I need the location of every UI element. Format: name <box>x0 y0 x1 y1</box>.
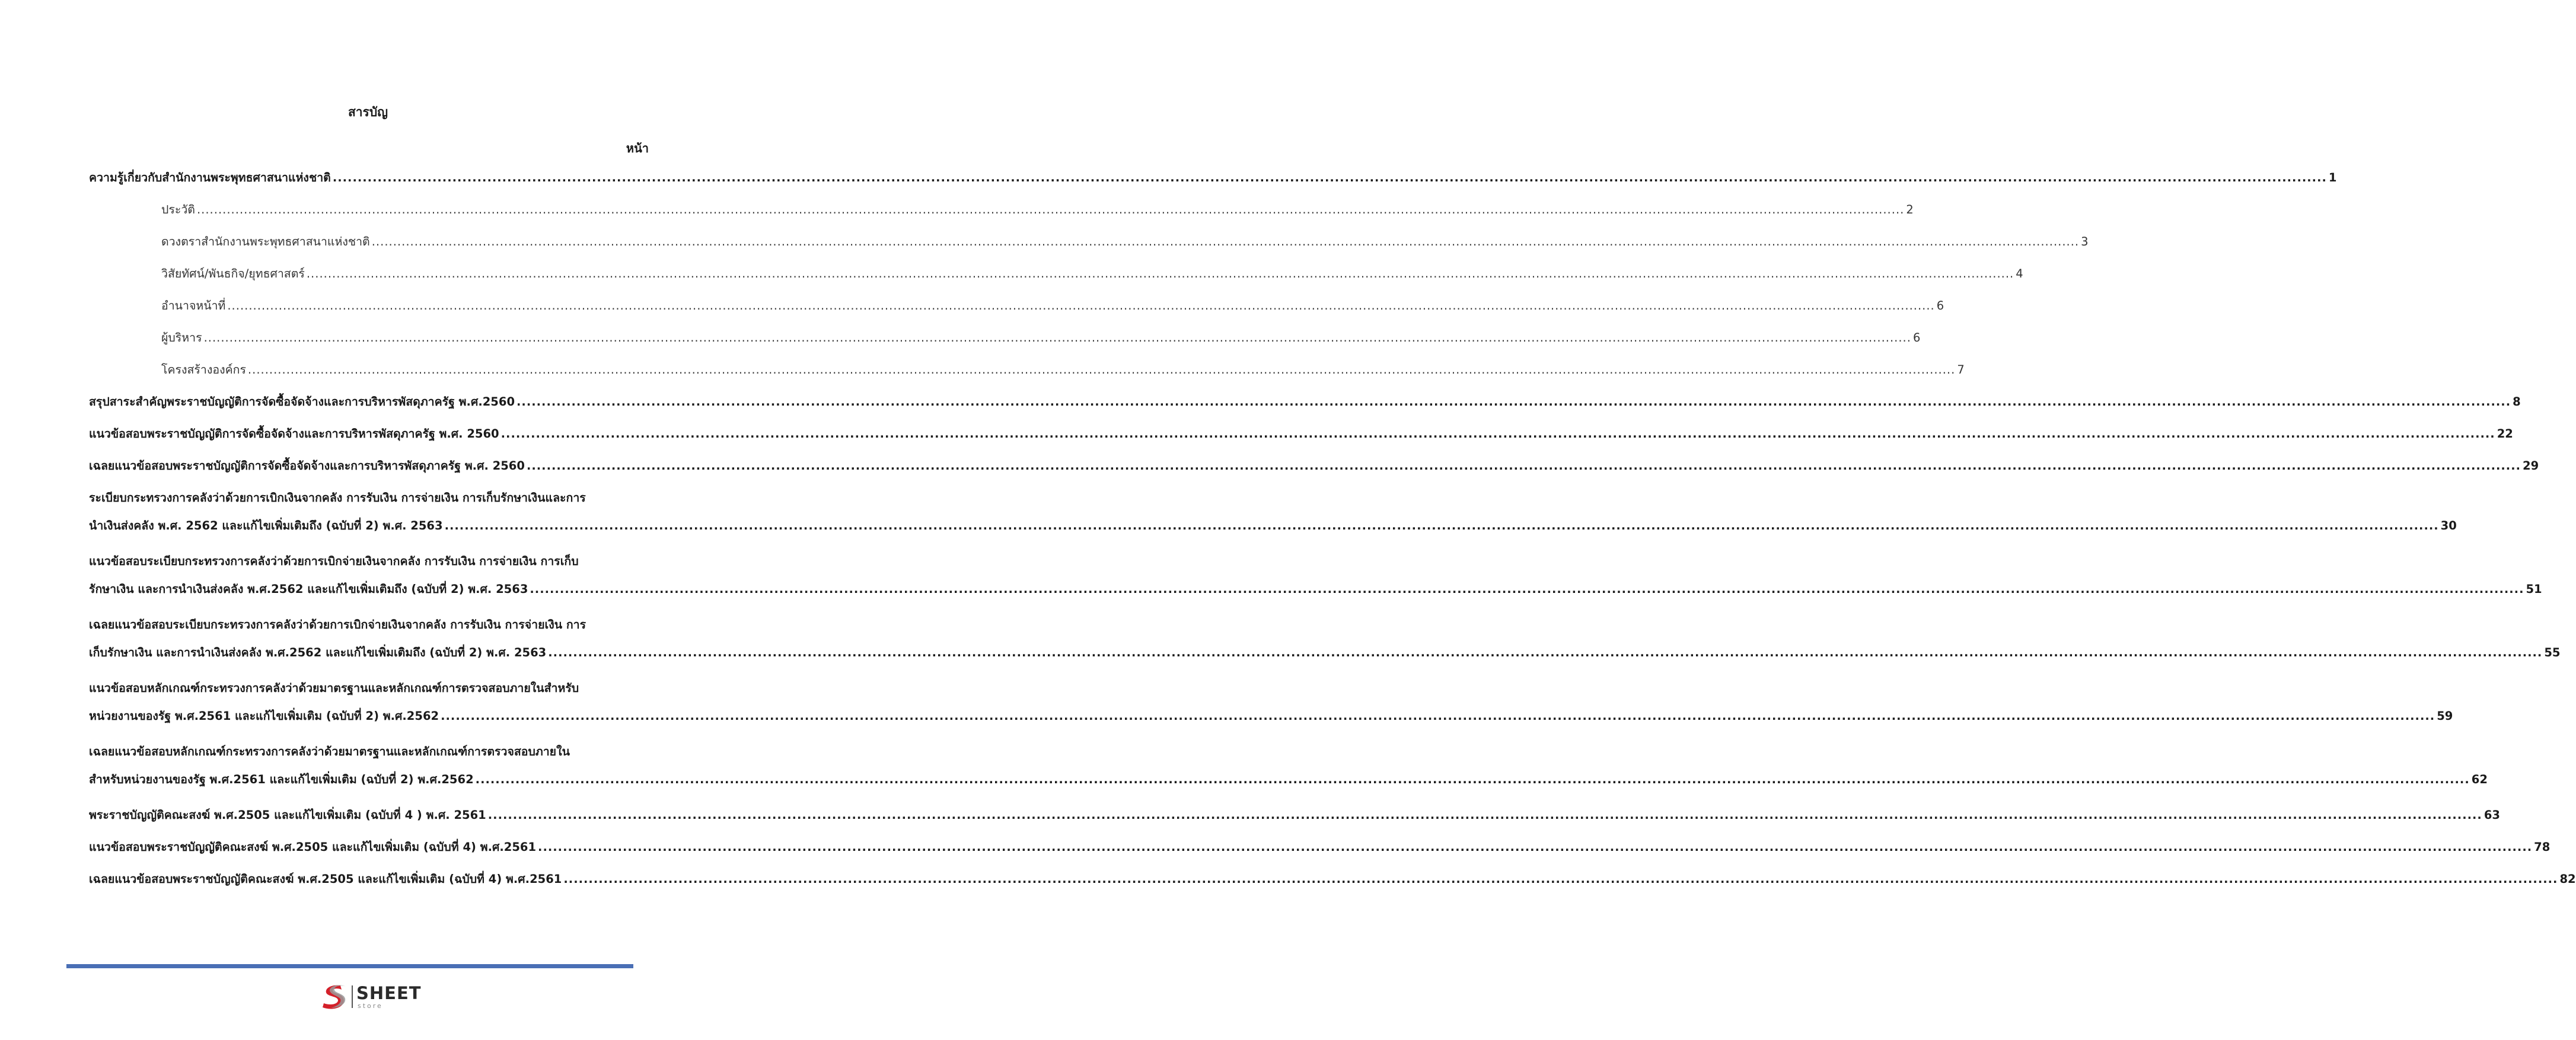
toc-entry <box>89 489 2457 535</box>
toc-page-number: 4 <box>2016 267 2023 280</box>
toc-entry-text: แนวข้อสอบพระราชบัญญัติคณะสงฆ์ พ.ศ.2505 และแก้ไขเพิ่มเติม (ฉบับที่ 4) พ.ศ.2561 <box>89 840 537 854</box>
dot-leader: ................................................................................................................................................................................................................................................................................................................................................................................................................ <box>517 395 2511 409</box>
toc-page-number: 1 <box>2328 171 2337 184</box>
toc-title: สารบัญ <box>347 105 388 119</box>
sheet-store-logo <box>320 982 421 1012</box>
toc-entry-text: โครงสร้างองค์กร <box>161 363 246 377</box>
toc-entry-text: ผู้บริหาร <box>161 331 202 344</box>
dot-leader: ................................................................................................................................................................................................................................................................................................................................................................................................................ <box>475 773 2470 786</box>
toc-page-number: 22 <box>2497 427 2513 441</box>
toc-entry-text-line1: เฉลยแนวข้อสอบหลักเกณฑ์กระทรวงการคลังว่าด้วยมาตรฐานและหลักเกณฑ์การตรวจสอบภายใน <box>89 745 570 758</box>
toc-entry-text: ความรู้เกี่ยวกับสำนักงานพระพุทธศาสนาแห่งชาติ <box>89 171 331 184</box>
toc-entry-text: รักษาเงิน และการนำเงินส่งคลัง พ.ศ.2562 และแก้ไขเพิ่มเติมถึง (ฉบับที่ 2) พ.ศ. 2563 <box>89 582 528 596</box>
dot-leader: ................................................................................................................................................................................................................................................................................................................................................................................................................ <box>227 299 1935 312</box>
dot-leader: ................................................................................................................................................................................................................................................................................................................................................................................................................ <box>538 840 2533 854</box>
toc-page-number: 6 <box>1912 331 1921 344</box>
toc-entry <box>89 616 2561 662</box>
dot-leader: ................................................................................................................................................................................................................................................................................................................................................................................................................ <box>306 267 2014 280</box>
toc-page-number: 59 <box>2437 709 2453 723</box>
toc-entry <box>89 297 1944 315</box>
toc-entry-text-line1: เฉลยแนวข้อสอบระเบียบกระทรวงการคลังว่าด้วยการเบิกจ่ายเงินจากคลัง การรับเงิน การจ่ายเงิน การ <box>89 618 586 631</box>
toc-page-number: 51 <box>2526 582 2542 596</box>
dot-leader: ................................................................................................................................................................................................................................................................................................................................................................................................................ <box>196 203 1905 216</box>
toc-entry <box>89 393 2521 411</box>
toc-page-number: 55 <box>2544 646 2561 659</box>
toc-entry <box>89 201 1914 219</box>
dot-leader: ................................................................................................................................................................................................................................................................................................................................................................................................................ <box>563 872 2558 886</box>
dot-leader: ................................................................................................................................................................................................................................................................................................................................................................................................................ <box>548 646 2543 659</box>
toc-page-number: 8 <box>2513 395 2521 409</box>
toc-page-number: 3 <box>2081 235 2089 248</box>
toc-entry-text-line1: แนวข้อสอบระเบียบกระทรวงการคลังว่าด้วยการเบิกจ่ายเงินจากคลัง การรับเงิน การจ่ายเงิน การเก็บ <box>89 554 579 568</box>
toc-page-number: 6 <box>1936 299 1944 312</box>
toc-entry <box>89 329 1921 347</box>
logo-divider <box>352 985 353 1008</box>
toc-page-number: 2 <box>1906 203 1914 216</box>
dot-leader: ................................................................................................................................................................................................................................................................................................................................................................................................................ <box>500 427 2495 441</box>
toc-page-number: 30 <box>2440 519 2457 532</box>
toc-entry-text: อำนาจหน้าที่ <box>161 299 226 312</box>
dot-leader: ................................................................................................................................................................................................................................................................................................................................................................................................................ <box>247 363 1956 377</box>
dot-leader: ................................................................................................................................................................................................................................................................................................................................................................................................................ <box>444 519 2439 532</box>
toc-entry-text: สำหรับหน่วยงานของรัฐ พ.ศ.2561 และแก้ไขเพิ่มเติม (ฉบับที่ 2) พ.ศ.2562 <box>89 773 474 786</box>
toc-entry <box>89 806 2500 824</box>
dot-leader: ................................................................................................................................................................................................................................................................................................................................................................................................................ <box>332 171 2327 184</box>
dot-leader: ................................................................................................................................................................................................................................................................................................................................................................................................................ <box>487 808 2482 822</box>
toc-entry-text: เฉลยแนวข้อสอบพระราชบัญญัติคณะสงฆ์ พ.ศ.2505 และแก้ไขเพิ่มเติม (ฉบับที่ 4) พ.ศ.2561 <box>89 872 562 886</box>
dot-leader: ................................................................................................................................................................................................................................................................................................................................................................................................................ <box>526 459 2521 473</box>
toc-entry <box>89 838 2551 856</box>
toc-page-number: 82 <box>2559 872 2576 886</box>
toc-entry-text: ประวัติ <box>161 203 195 216</box>
toc-entry-text: วิสัยทัศน์/พันธกิจ/ยุทธศาสตร์ <box>161 267 305 280</box>
toc-entry <box>89 553 2542 598</box>
toc-entry <box>89 457 2539 475</box>
toc-entry-text-line1: ระเบียบกระทรวงการคลังว่าด้วยการเบิกเงินจากคลัง การรับเงิน การจ่ายเงิน การเก็บรักษาเงินและการ <box>89 491 586 505</box>
logo-subtext: store <box>358 1002 383 1010</box>
toc-entry <box>89 425 2513 443</box>
toc-entry-text: พระราชบัญญัติคณะสงฆ์ พ.ศ.2505 และแก้ไขเพิ่มเติม (ฉบับที่ 4 ) พ.ศ. 2561 <box>89 808 486 822</box>
toc-entry <box>89 233 2089 251</box>
dot-leader: ................................................................................................................................................................................................................................................................................................................................................................................................................ <box>530 582 2524 596</box>
toc-entry-text: เฉลยแนวข้อสอบพระราชบัญญัติการจัดซื้อจัดจ้างและการบริหารพัสดุภาครัฐ พ.ศ. 2560 <box>89 459 525 473</box>
dot-leader: ................................................................................................................................................................................................................................................................................................................................................................................................................ <box>203 331 1911 344</box>
toc-entry <box>89 361 1965 379</box>
toc-page-number: 62 <box>2471 773 2488 786</box>
toc-entry-text: แนวข้อสอบพระราชบัญญัติการจัดซื้อจัดจ้างและการบริหารพัสดุภาครัฐ พ.ศ. 2560 <box>89 427 499 441</box>
page-column-header: หน้า <box>626 141 649 155</box>
dot-leader: ................................................................................................................................................................................................................................................................................................................................................................................................................ <box>371 235 2080 248</box>
toc-entry <box>89 743 2488 789</box>
toc-entry <box>89 679 2453 725</box>
toc-entry-text: ดวงตราสำนักงานพระพุทธศาสนาแห่งชาติ <box>161 235 370 248</box>
toc-entry <box>89 265 2023 283</box>
toc-page-number: 63 <box>2483 808 2500 822</box>
toc-entry <box>89 870 2576 888</box>
toc-page-number: 78 <box>2534 840 2551 854</box>
dot-leader: ................................................................................................................................................................................................................................................................................................................................................................................................................ <box>441 709 2435 723</box>
toc-page-number: 7 <box>1957 363 1965 377</box>
toc-entry-text: หน่วยงานของรัฐ พ.ศ.2561 และแก้ไขเพิ่มเติม (ฉบับที่ 2) พ.ศ.2562 <box>89 709 439 723</box>
toc-page-number: 29 <box>2523 459 2539 473</box>
toc-entry-text: เก็บรักษาเงิน และการนำเงินส่งคลัง พ.ศ.2562 และแก้ไขเพิ่มเติมถึง (ฉบับที่ 2) พ.ศ. 2563 <box>89 646 547 659</box>
toc-entry <box>89 169 2337 187</box>
logo-wordmark: SHEET <box>356 983 422 1003</box>
footer-divider <box>66 964 633 968</box>
toc-entry-text: นำเงินส่งคลัง พ.ศ. 2562 และแก้ไขเพิ่มเติมถึง (ฉบับที่ 2) พ.ศ. 2563 <box>89 519 443 532</box>
toc-entry-text-line1: แนวข้อสอบหลักเกณฑ์กระทรวงการคลังว่าด้วยมาตรฐานและหลักเกณฑ์การตรวจสอบภายในสำหรับ <box>89 681 579 695</box>
s-mark-icon <box>320 982 351 1012</box>
toc-entry-text: สรุปสาระสำคัญพระราชบัญญัติการจัดซื้อจัดจ้างและการบริหารพัสดุภาครัฐ พ.ศ.2560 <box>89 395 515 409</box>
